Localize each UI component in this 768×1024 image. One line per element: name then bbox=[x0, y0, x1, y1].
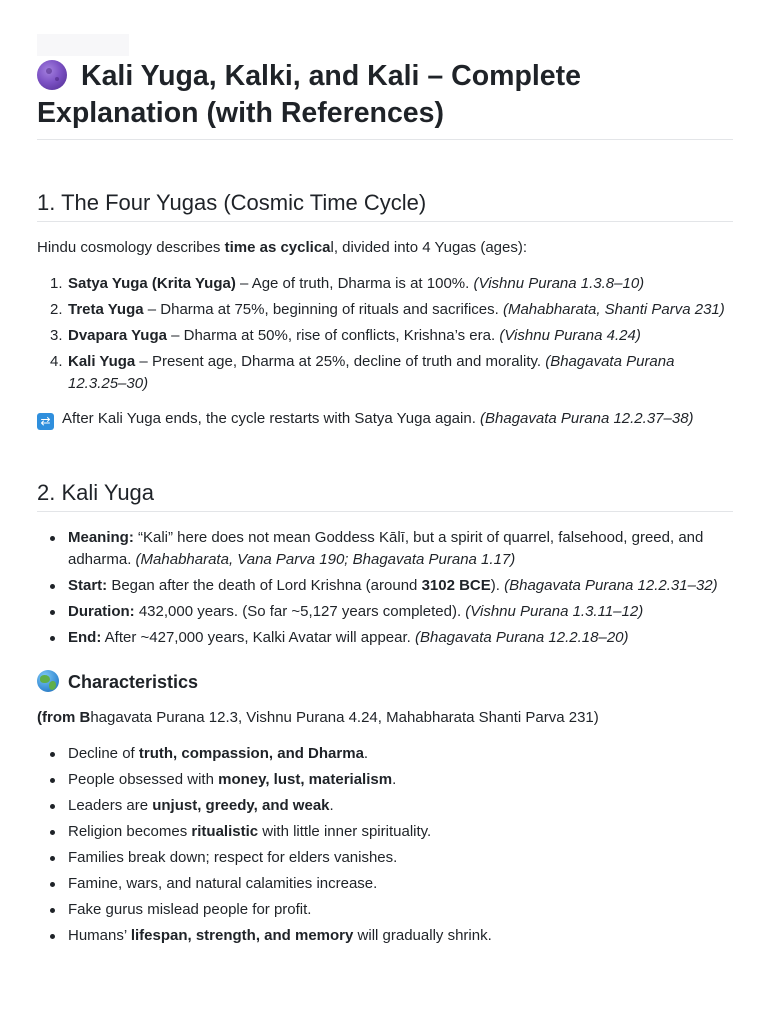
reference: (Vishnu Purana 4.24) bbox=[499, 327, 641, 344]
bullet bbox=[50, 584, 55, 589]
bullet bbox=[50, 830, 55, 835]
item-bold: money, lust, materialism bbox=[218, 771, 393, 788]
characteristics-list bbox=[37, 743, 733, 951]
characteristics-heading-text: Characteristics bbox=[68, 672, 199, 692]
item-bold: lifespan, strength, and memory bbox=[130, 927, 354, 944]
list-item bbox=[37, 743, 733, 765]
source-bold: (from B bbox=[37, 709, 91, 726]
item-text: Decline of bbox=[68, 745, 139, 762]
reference: (Bhagavata Purana 12.2.18–20) bbox=[415, 629, 629, 646]
item-text: Families break down; respect for elders vanishes. bbox=[68, 849, 398, 866]
cycle-note bbox=[37, 409, 733, 430]
reference: (Bhagavata Purana 12.2.37–38) bbox=[480, 410, 694, 427]
bullet bbox=[50, 856, 55, 861]
list-number: 4. bbox=[50, 353, 63, 370]
list-item bbox=[37, 351, 733, 395]
globe-icon bbox=[37, 670, 59, 692]
section-heading-kali-yuga: 2. Kali Yuga bbox=[37, 480, 155, 505]
intro-text: Hindu cosmology describes bbox=[37, 239, 225, 256]
list-item bbox=[37, 925, 733, 947]
item-bold: truth, compassion, and Dharma bbox=[138, 745, 364, 762]
fact-label: Meaning: bbox=[68, 529, 134, 546]
yuga-desc: – Age of truth, Dharma is at 100%. bbox=[235, 275, 474, 292]
yuga-name: Dvapara Yuga bbox=[68, 327, 167, 344]
divider bbox=[37, 511, 733, 512]
cycle-text: After Kali Yuga ends, the cycle restarts with Satya Yuga again. bbox=[62, 410, 481, 427]
list-item bbox=[37, 795, 733, 817]
reference: (Bhagavata Purana 12.2.31–32) bbox=[504, 577, 718, 594]
item-bold: ritualistic bbox=[191, 823, 259, 840]
reference: (Mahabharata, Vana Parva 190; Bhagavata Purana 1.17) bbox=[135, 551, 516, 568]
yuga-desc: – Dharma at 50%, rise of conflicts, Krishna’s era. bbox=[166, 327, 500, 344]
fact-label: Start: bbox=[68, 577, 108, 594]
item-text: Religion becomes bbox=[68, 823, 192, 840]
list-item bbox=[37, 899, 733, 921]
item-text: Leaders are bbox=[68, 797, 153, 814]
kali-yuga-facts bbox=[37, 527, 733, 653]
fact-text: Began after the death of Lord Krishna (around bbox=[107, 577, 422, 594]
reference: (Bhagavata Purana 12.3.25–30) bbox=[68, 353, 675, 392]
list-item bbox=[37, 527, 733, 571]
page-title bbox=[37, 58, 733, 132]
list-item bbox=[37, 627, 733, 649]
bullet bbox=[50, 536, 55, 541]
bullet bbox=[50, 934, 55, 939]
fact-bold: 3102 BCE bbox=[421, 577, 491, 594]
reference: (Vishnu Purana 1.3.8–10) bbox=[473, 275, 645, 292]
item-text-end: with little inner spirituality. bbox=[258, 823, 432, 840]
bullet bbox=[50, 778, 55, 783]
list-item bbox=[37, 821, 733, 843]
item-text-end: . bbox=[329, 797, 334, 814]
bullet bbox=[50, 610, 55, 615]
divider bbox=[37, 221, 733, 222]
yuga-desc: – Present age, Dharma at 25%, decline of truth and morality. bbox=[135, 353, 546, 370]
faint-header-box bbox=[37, 34, 129, 56]
list-item bbox=[37, 769, 733, 791]
item-text: Fake gurus mislead people for profit. bbox=[68, 901, 312, 918]
intro-bold: time as cyclica bbox=[224, 239, 331, 256]
item-text: Famine, wars, and natural calamities increase. bbox=[68, 875, 378, 892]
bullet bbox=[50, 636, 55, 641]
cycle-arrows-icon: ⇄ bbox=[37, 413, 54, 430]
characteristics-source bbox=[37, 708, 733, 728]
fact-text: ). bbox=[490, 577, 505, 594]
fact-text: 432,000 years. (So far ~5,127 years completed). bbox=[134, 603, 466, 620]
item-text: People obsessed with bbox=[68, 771, 219, 788]
intro-text-end: l, divided into 4 Yugas (ages): bbox=[330, 239, 528, 256]
yugas-list bbox=[37, 273, 733, 399]
list-item bbox=[37, 299, 733, 321]
reference: (Vishnu Purana 1.3.11–12) bbox=[465, 603, 644, 620]
section-heading-yugas: 1. The Four Yugas (Cosmic Time Cycle) bbox=[37, 190, 427, 215]
list-item bbox=[37, 601, 733, 623]
item-text: Humans’ bbox=[68, 927, 131, 944]
item-text-end: will gradually shrink. bbox=[353, 927, 492, 944]
yugas-intro bbox=[37, 238, 733, 258]
list-item bbox=[37, 847, 733, 869]
page-title-text: Kali Yuga, Kalki, and Kali – Complete Explanation (with References) bbox=[37, 60, 581, 129]
source-text: hagavata Purana 12.3, Vishnu Purana 4.24, Mahabharata Shanti Parva 231) bbox=[90, 709, 599, 726]
bullet bbox=[50, 752, 55, 757]
item-bold: unjust, greedy, and weak bbox=[152, 797, 330, 814]
bullet bbox=[50, 882, 55, 887]
fact-label: Duration: bbox=[68, 603, 135, 620]
reference: (Mahabharata, Shanti Parva 231) bbox=[502, 301, 725, 318]
list-number: 1. bbox=[50, 275, 63, 292]
yuga-name: Treta Yuga bbox=[68, 301, 144, 318]
characteristics-heading bbox=[37, 670, 198, 694]
list-number: 3. bbox=[50, 327, 63, 344]
yuga-name: Kali Yuga bbox=[68, 353, 136, 370]
fact-text: After ~427,000 years, Kalki Avatar will appear. bbox=[101, 629, 415, 646]
item-text-end: . bbox=[363, 745, 369, 762]
fact-text: “Kali” here does not mean Goddess Kālī, but a spirit of quarrel, falsehood, greed, and adharma. bbox=[68, 529, 704, 568]
yuga-name: Satya Yuga (Krita Yuga) bbox=[68, 275, 236, 292]
list-item bbox=[37, 575, 733, 597]
list-item bbox=[37, 273, 733, 295]
divider bbox=[37, 139, 733, 140]
list-number: 2. bbox=[50, 301, 63, 318]
yuga-desc: – Dharma at 75%, beginning of rituals and sacrifices. bbox=[143, 301, 503, 318]
moon-icon bbox=[37, 60, 67, 90]
item-text-end: . bbox=[392, 771, 397, 788]
bullet bbox=[50, 804, 55, 809]
bullet bbox=[50, 908, 55, 913]
list-item bbox=[37, 873, 733, 895]
fact-label: End: bbox=[68, 629, 102, 646]
list-item bbox=[37, 325, 733, 347]
